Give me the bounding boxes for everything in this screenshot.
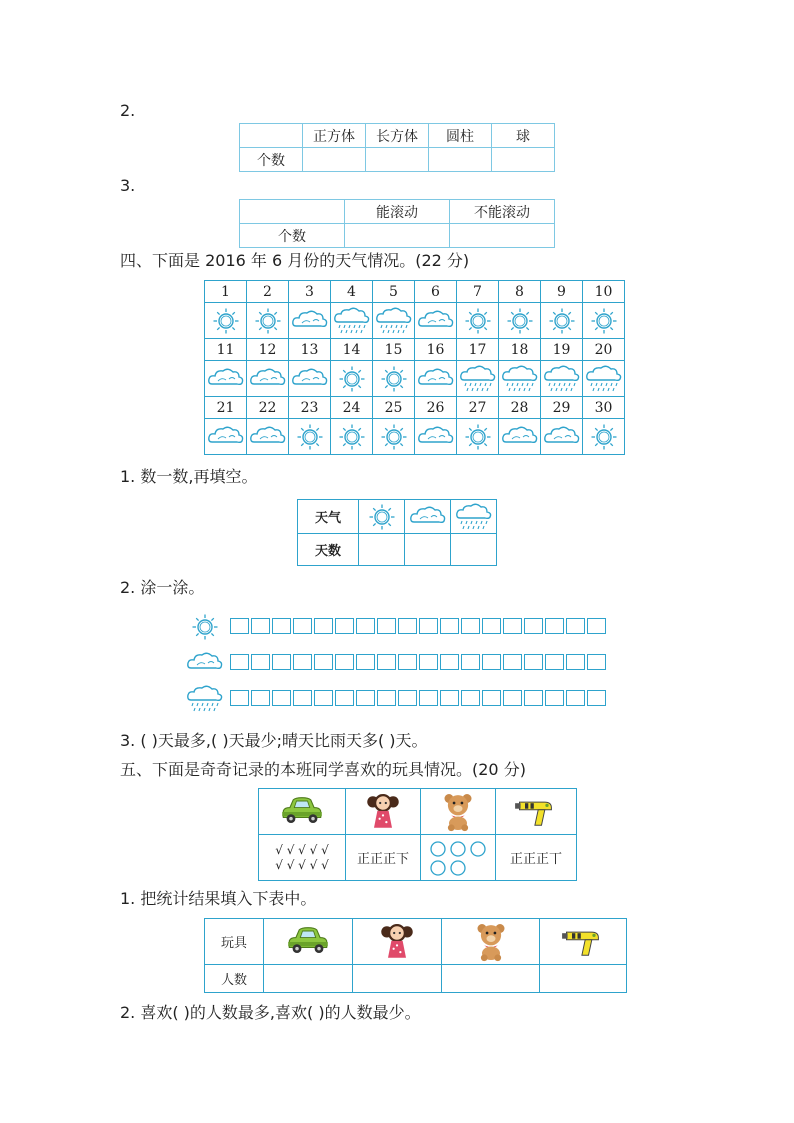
coloring-box[interactable] [272, 690, 291, 706]
coloring-box[interactable] [314, 618, 333, 634]
coloring-box[interactable] [482, 690, 501, 706]
tick-row: √ √ √ √ √ [275, 842, 329, 857]
cloud-icon [185, 649, 225, 677]
cloud-icon [289, 361, 331, 397]
rain-icon [185, 684, 225, 716]
coloring-box[interactable] [524, 618, 543, 634]
answer-cell[interactable] [366, 148, 429, 172]
cloud-icon [405, 500, 451, 534]
row-label-toy: 玩具 [205, 919, 264, 965]
calendar-day-number: 25 [373, 397, 415, 419]
sun-icon [541, 303, 583, 339]
header-cannot-roll: 不能滚动 [450, 200, 555, 224]
calendar-day-number: 1 [205, 281, 247, 303]
answer-cell[interactable] [540, 965, 627, 993]
answer-cell[interactable] [492, 148, 555, 172]
calendar-day-number: 13 [289, 339, 331, 361]
header-can-roll: 能滚动 [345, 200, 450, 224]
answer-cell[interactable] [345, 224, 450, 248]
cloud-icon [415, 419, 457, 455]
coloring-box[interactable] [503, 618, 522, 634]
answer-cell[interactable] [353, 965, 442, 993]
header-cube: 正方体 [303, 124, 366, 148]
coloring-box[interactable] [461, 618, 480, 634]
coloring-box[interactable] [545, 690, 564, 706]
calendar-day-number: 3 [289, 281, 331, 303]
rain-icon [373, 303, 415, 339]
coloring-strip-cloud[interactable] [230, 654, 608, 670]
doll-icon [346, 789, 421, 835]
sun-icon [499, 303, 541, 339]
coloring-box[interactable] [419, 690, 438, 706]
sun-icon [189, 611, 221, 643]
cloud-icon [415, 303, 457, 339]
row-label-count: 个数 [240, 148, 303, 172]
coloring-box[interactable] [503, 690, 522, 706]
toy-gun-icon [496, 789, 577, 835]
answer-cell[interactable] [450, 224, 555, 248]
sun-icon [457, 303, 499, 339]
coloring-box[interactable] [293, 690, 312, 706]
sun-icon [205, 303, 247, 339]
toy-gun-icon [540, 919, 627, 965]
toy-tally-table [258, 788, 577, 881]
answer-cell[interactable] [405, 534, 451, 566]
calendar-day-number: 12 [247, 339, 289, 361]
answer-cell[interactable] [359, 534, 405, 566]
coloring-box[interactable] [587, 690, 606, 706]
toy-car-icon [259, 789, 346, 835]
header-cuboid: 长方体 [366, 124, 429, 148]
calendar-day-number: 26 [415, 397, 457, 419]
cloud-icon [415, 361, 457, 397]
header-sphere: 球 [492, 124, 555, 148]
answer-cell[interactable] [442, 965, 540, 993]
coloring-box[interactable] [398, 654, 417, 670]
calendar-day-number: 14 [331, 339, 373, 361]
calendar-day-number: 23 [289, 397, 331, 419]
sun-icon [247, 303, 289, 339]
coloring-box[interactable] [482, 654, 501, 670]
question-2-number: 2. [120, 101, 136, 120]
answer-cell[interactable] [429, 148, 492, 172]
coloring-box[interactable] [587, 654, 606, 670]
tally-gun: 正正正丅 [496, 835, 577, 881]
tally-doll: 正正正下 [346, 835, 421, 881]
coloring-box[interactable] [377, 690, 396, 706]
coloring-box[interactable] [230, 618, 249, 634]
calendar-day-number: 8 [499, 281, 541, 303]
coloring-box[interactable] [314, 690, 333, 706]
cloud-icon [499, 419, 541, 455]
sun-icon [583, 419, 625, 455]
cloud-icon [205, 419, 247, 455]
calendar-day-number: 28 [499, 397, 541, 419]
rain-icon [583, 361, 625, 397]
coloring-box[interactable] [524, 690, 543, 706]
header-cylinder: 圆柱 [429, 124, 492, 148]
cloud-icon [289, 303, 331, 339]
answer-cell[interactable] [451, 534, 497, 566]
coloring-box[interactable] [230, 690, 249, 706]
coloring-box[interactable] [587, 618, 606, 634]
rain-icon [499, 361, 541, 397]
sun-icon [583, 303, 625, 339]
coloring-box[interactable] [566, 654, 585, 670]
coloring-box[interactable] [566, 690, 585, 706]
cloud-icon [541, 419, 583, 455]
tally-ticks [259, 835, 346, 881]
calendar-day-number: 27 [457, 397, 499, 419]
rain-icon [331, 303, 373, 339]
coloring-box[interactable] [482, 618, 501, 634]
coloring-box[interactable] [377, 618, 396, 634]
coloring-box[interactable] [356, 690, 375, 706]
rolling-table [239, 199, 555, 248]
calendar-day-number: 5 [373, 281, 415, 303]
calendar-day-number: 11 [205, 339, 247, 361]
s4-question-2: 2. 涂一涂。 [120, 578, 205, 597]
coloring-box[interactable] [251, 654, 270, 670]
coloring-box[interactable] [419, 618, 438, 634]
answer-cell[interactable] [264, 965, 353, 993]
coloring-box[interactable] [440, 654, 459, 670]
teddy-bear-icon [421, 789, 496, 835]
coloring-box[interactable] [230, 654, 249, 670]
question-3-number: 3. [120, 176, 136, 195]
calendar-day-number: 20 [583, 339, 625, 361]
answer-cell[interactable] [303, 148, 366, 172]
section-5-title: 五、下面是奇奇记录的本班同学喜欢的玩具情况。(20 分) [120, 760, 526, 779]
coloring-box[interactable] [335, 690, 354, 706]
cloud-icon [205, 361, 247, 397]
sun-icon [457, 419, 499, 455]
toy-car-icon [264, 919, 353, 965]
s5-question-1: 1. 把统计结果填入下表中。 [120, 889, 317, 908]
coloring-box[interactable] [377, 654, 396, 670]
rain-icon [451, 500, 497, 534]
calendar-day-number: 2 [247, 281, 289, 303]
calendar-day-number: 17 [457, 339, 499, 361]
sun-icon [331, 419, 373, 455]
coloring-box[interactable] [440, 618, 459, 634]
coloring-box[interactable] [335, 618, 354, 634]
row-label-days: 天数 [298, 534, 359, 566]
coloring-box[interactable] [251, 690, 270, 706]
coloring-box[interactable] [398, 618, 417, 634]
sun-icon [331, 361, 373, 397]
coloring-box[interactable] [293, 654, 312, 670]
coloring-box[interactable] [461, 654, 480, 670]
calendar-day-number: 4 [331, 281, 373, 303]
s5-question-2: 2. 喜欢( )的人数最多,喜欢( )的人数最少。 [120, 1003, 421, 1022]
calendar-day-number: 6 [415, 281, 457, 303]
rain-icon [457, 361, 499, 397]
calendar-day-number: 29 [541, 397, 583, 419]
sun-icon [373, 419, 415, 455]
sun-icon [359, 500, 405, 534]
calendar-day-number: 10 [583, 281, 625, 303]
calendar-day-number: 15 [373, 339, 415, 361]
section-4-title: 四、下面是 2016 年 6 月份的天气情况。(22 分) [120, 251, 470, 270]
calendar-day-number: 7 [457, 281, 499, 303]
rain-icon [541, 361, 583, 397]
cloud-icon [247, 419, 289, 455]
calendar-day-number: 16 [415, 339, 457, 361]
weather-count-table [297, 499, 497, 566]
doll-icon [353, 919, 442, 965]
solid-shapes-table [239, 123, 555, 172]
coloring-box[interactable] [566, 618, 585, 634]
coloring-box[interactable] [356, 654, 375, 670]
weather-calendar [204, 280, 625, 455]
circle-tally-marks [426, 838, 490, 878]
cloud-icon [247, 361, 289, 397]
calendar-day-number: 22 [247, 397, 289, 419]
calendar-day-number: 30 [583, 397, 625, 419]
coloring-box[interactable] [356, 618, 375, 634]
calendar-day-number: 19 [541, 339, 583, 361]
row-label-people: 人数 [205, 965, 264, 993]
coloring-box[interactable] [545, 654, 564, 670]
calendar-day-number: 18 [499, 339, 541, 361]
toy-count-table [204, 918, 627, 993]
coloring-box[interactable] [545, 618, 564, 634]
coloring-box[interactable] [440, 690, 459, 706]
sun-icon [373, 361, 415, 397]
coloring-box[interactable] [419, 654, 438, 670]
coloring-box[interactable] [335, 654, 354, 670]
coloring-box[interactable] [398, 690, 417, 706]
coloring-box[interactable] [461, 690, 480, 706]
tally-circles [421, 835, 496, 881]
coloring-strip-sun[interactable] [230, 618, 608, 634]
row-label-count: 个数 [240, 224, 345, 248]
teddy-bear-icon [442, 919, 540, 965]
coloring-box[interactable] [524, 654, 543, 670]
s4-question-1: 1. 数一数,再填空。 [120, 467, 258, 486]
calendar-day-number: 9 [541, 281, 583, 303]
coloring-box[interactable] [251, 618, 270, 634]
calendar-day-number: 21 [205, 397, 247, 419]
coloring-box[interactable] [272, 618, 291, 634]
row-label-weather: 天气 [298, 500, 359, 534]
coloring-box[interactable] [293, 618, 312, 634]
coloring-strip-rain[interactable] [230, 690, 608, 706]
coloring-box[interactable] [503, 654, 522, 670]
coloring-box[interactable] [272, 654, 291, 670]
sun-icon [289, 419, 331, 455]
calendar-day-number: 24 [331, 397, 373, 419]
coloring-box[interactable] [314, 654, 333, 670]
tick-row: √ √ √ √ √ [275, 857, 329, 872]
s4-question-3: 3. ( )天最多,( )天最少;晴天比雨天多( )天。 [120, 731, 428, 750]
